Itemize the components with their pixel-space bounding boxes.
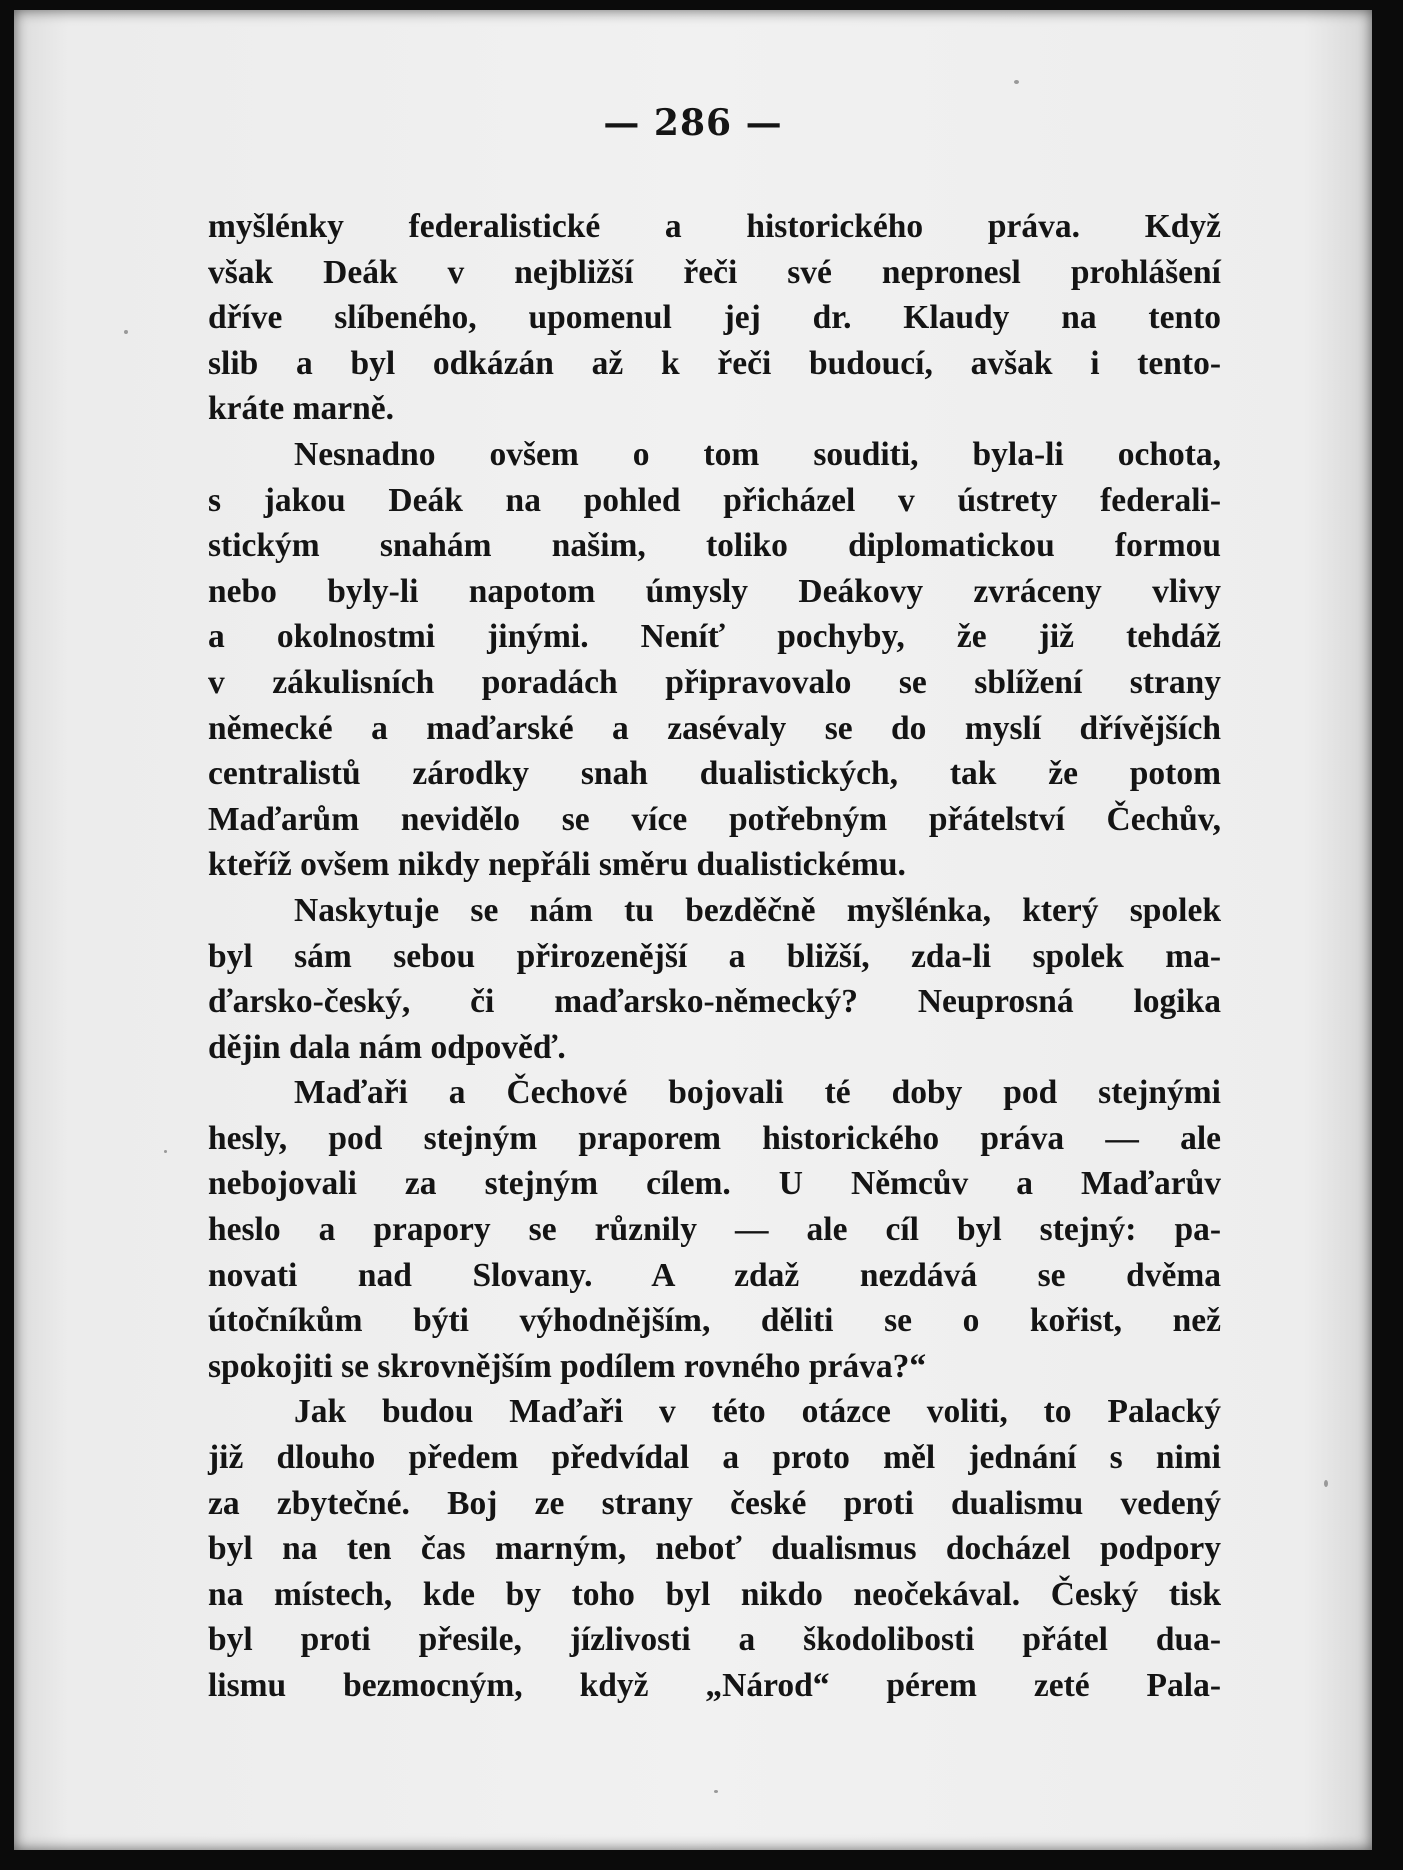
text-line: dějin dala nám odpověď. [208, 1028, 566, 1066]
text-line: byl sám sebou přirozenější a bližší, zda-li spolek ma- [208, 937, 1221, 975]
text-line: Nesnadno ovšem o tom souditi, byla-li ochota, [294, 435, 1221, 473]
text-line: za zbytečné. Boj ze strany české proti dualismu vedený [208, 1484, 1221, 1522]
text-line: slib a byl odkázán až k řeči budoucí, avšak i tento- [208, 344, 1221, 382]
text-line: německé a maďarské a zasévaly se do myslí dřívějších [208, 709, 1221, 747]
text-line: kráte marně. [208, 390, 395, 428]
text-line: Maďarům nevidělo se více potřebným přátelství Čechův, [208, 800, 1221, 838]
paragraph [208, 204, 1221, 432]
text-line: hesly, pod stejným praporem historického práva — ale [208, 1119, 1221, 1157]
scan-speck [1324, 1480, 1328, 1487]
text-line: v zákulisních poradách připravovalo se sblížení strany [208, 663, 1221, 701]
text-line: Jak budou Maďaři v této otázce voliti, to Palacký [294, 1393, 1221, 1431]
text-line: Maďaři a Čechové bojovali té doby pod stejnými [294, 1074, 1221, 1112]
text-line: nebo byly-li napotom úmysly Deákovy zvráceny vlivy [208, 572, 1221, 610]
paragraph [208, 888, 1221, 1070]
text-line: však Deák v nejbližší řeči své nepronesl prohlášení [208, 253, 1221, 291]
text-line: byl na ten čas marným, neboť dualismus docházel podpory [208, 1530, 1221, 1568]
scan-speck [1014, 80, 1019, 84]
text-line: kteříž ovšem nikdy nepřáli směru dualistickému. [208, 846, 906, 884]
text-line: stickým snahám našim, toliko diplomatickou formou [208, 527, 1221, 565]
scan-speck [124, 330, 128, 334]
text-line: centralistů zárodky snah dualistických, tak že potom [208, 755, 1221, 793]
text-line: byl proti přesile, jízlivosti a škodolibosti přátel dua- [208, 1621, 1221, 1659]
text-line: útočníkům býti výhodnějším, děliti se o kořist, než [208, 1302, 1221, 1340]
text-line: Naskytuje se nám tu bezděčně myšlénka, který spolek [294, 891, 1221, 929]
text-line: dříve slíbeného, upomenul jej dr. Klaudy na tento [208, 299, 1221, 337]
scan-speck [714, 1790, 718, 1793]
text-line: spokojiti se skrovnějším podílem rovného práva?“ [208, 1347, 927, 1385]
text-line: a okolnostmi jinými. Neníť pochyby, že již tehdáž [208, 618, 1221, 656]
text-line: heslo a prapory se různily — ale cíl byl stejný: pa- [208, 1211, 1221, 1249]
text-line: ďarsko-český, či maďarsko-německý? Neuprosná logika [208, 983, 1221, 1021]
body-text [208, 204, 1221, 1709]
page-number: — 286 — [603, 102, 783, 144]
paragraph [208, 1070, 1221, 1389]
text-line: na místech, kde by toho byl nikdo neočekával. Český tisk [208, 1575, 1221, 1613]
text-line: lismu bezmocným, když „Národ“ pérem zeté Pala- [208, 1667, 1221, 1704]
book-page [14, 10, 1372, 1850]
text-line: novati nad Slovany. A zdaž nezdává se dvěma [208, 1256, 1221, 1294]
text-line: nebojovali za stejným cílem. U Němcův a Maďarův [208, 1165, 1221, 1203]
text-line: s jakou Deák na pohled přicházel v ústrety federali- [208, 481, 1221, 519]
text-line: myšlénky federalistické a historického práva. Když [208, 208, 1221, 245]
paragraph [208, 432, 1221, 888]
text-line: již dlouho předem předvídal a proto měl jednání s nimi [208, 1439, 1221, 1477]
scan-speck [164, 1150, 167, 1153]
paragraph [208, 1389, 1221, 1708]
